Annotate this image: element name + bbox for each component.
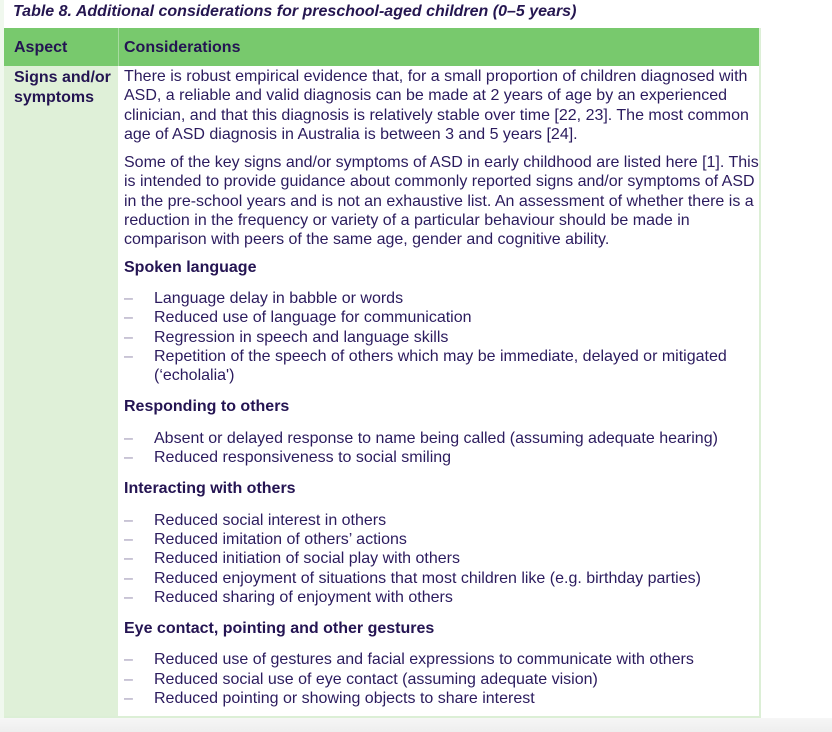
aspect-cell xyxy=(4,66,118,718)
list-item-text: Reduced use of language for communication xyxy=(154,309,472,327)
list-item-text: Reduced responsiveness to social smiling xyxy=(154,449,452,467)
section-title-spoken-language: Spoken language xyxy=(124,258,257,276)
list-item xyxy=(124,670,759,689)
dash-bullet-icon: – xyxy=(124,289,133,307)
dash-bullet-icon: – xyxy=(124,690,133,708)
dash-bullet-icon: – xyxy=(124,511,133,529)
dash-bullet-icon: – xyxy=(124,569,133,587)
header-divider xyxy=(118,28,119,66)
considerations-table xyxy=(4,28,761,718)
list-item xyxy=(124,530,759,549)
dash-bullet-icon: – xyxy=(124,651,133,669)
aspect-label: Signs and/or symptoms xyxy=(14,69,111,106)
section-title-interacting-with-others: Interacting with others xyxy=(124,480,296,498)
list-eye-contact xyxy=(124,650,759,708)
list-item-text: Reduced social interest in others xyxy=(154,511,387,529)
list-item xyxy=(124,347,759,386)
list-item-text: Reduced enjoyment of situations that most children like (e.g. birthday parties) xyxy=(154,569,701,587)
dash-bullet-icon: – xyxy=(124,530,133,548)
section-title-eye-contact: Eye contact, pointing and other gestures xyxy=(124,620,435,638)
list-interacting-with-others xyxy=(124,511,759,607)
header-considerations: Considerations xyxy=(124,39,241,56)
paragraph: There is robust empirical evidence that, for a small proportion of children diagnosed with ASD, a reliable and valid diagnosis can be made at 2 years of age by an experienced clinician, and that this diagnosis is relatively stable over time [22, 23]. The most common age of ASD diagnosis in Australia is between 3 and 5 years [24]. xyxy=(124,68,749,143)
list-item xyxy=(124,448,759,467)
dash-bullet-icon: – xyxy=(124,449,133,467)
list-item xyxy=(124,308,759,327)
list-responding-to-others xyxy=(124,429,759,468)
list-item-text: Repetition of the speech of others which may be immediate, delayed or mitigated (‘echolalia') xyxy=(154,347,727,385)
list-item xyxy=(124,588,759,607)
dash-bullet-icon: – xyxy=(124,309,133,327)
list-spoken-language xyxy=(124,289,759,385)
list-item xyxy=(124,549,759,568)
table-header-row xyxy=(4,28,759,66)
list-item-text: Reduced sharing of enjoyment with others xyxy=(154,588,453,606)
considerations-cell xyxy=(124,67,759,718)
section-title-responding-to-others: Responding to others xyxy=(124,398,290,416)
list-item xyxy=(124,429,759,448)
dash-bullet-icon: – xyxy=(124,429,133,447)
list-item-text: Reduced imitation of others’ actions xyxy=(154,530,407,548)
list-item xyxy=(124,689,759,708)
header-aspect: Aspect xyxy=(14,39,68,56)
list-item-text: Absent or delayed response to name being called (assuming adequate hearing) xyxy=(154,429,718,447)
table-caption: Table 8. Additional considerations for preschool-aged children (0–5 years) xyxy=(13,3,577,20)
dash-bullet-icon: – xyxy=(124,347,133,365)
dash-bullet-icon: – xyxy=(124,588,133,606)
dash-bullet-icon: – xyxy=(124,550,133,568)
list-item xyxy=(124,650,759,669)
list-item-text: Reduced pointing or showing objects to share interest xyxy=(154,690,535,708)
list-item-text: Reduced social use of eye contact (assuming adequate vision) xyxy=(154,670,598,688)
list-item xyxy=(124,289,759,308)
list-item-text: Language delay in babble or words xyxy=(154,289,404,307)
list-item xyxy=(124,328,759,347)
list-item xyxy=(124,511,759,530)
list-item-text: Reduced use of gestures and facial expressions to communicate with others xyxy=(154,651,694,669)
page-bottom-gap xyxy=(0,718,832,732)
dash-bullet-icon: – xyxy=(124,328,133,346)
dash-bullet-icon: – xyxy=(124,670,133,688)
paragraph: Some of the key signs and/or symptoms of ASD in early childhood are listed here [1]. This is intended to provide guidance about commonly reported signs and/or symptoms of ASD in the pre-school years and is not an exhaustive list. An assessment of whether there is a reduction in the frequency or variety of a particular behaviour should be made in comparison with peers of the same age, gender and cognitive ability. xyxy=(124,154,759,249)
list-item-text: Regression in speech and language skills xyxy=(154,328,449,346)
list-item-text: Reduced initiation of social play with others xyxy=(154,550,460,568)
list-item xyxy=(124,569,759,588)
